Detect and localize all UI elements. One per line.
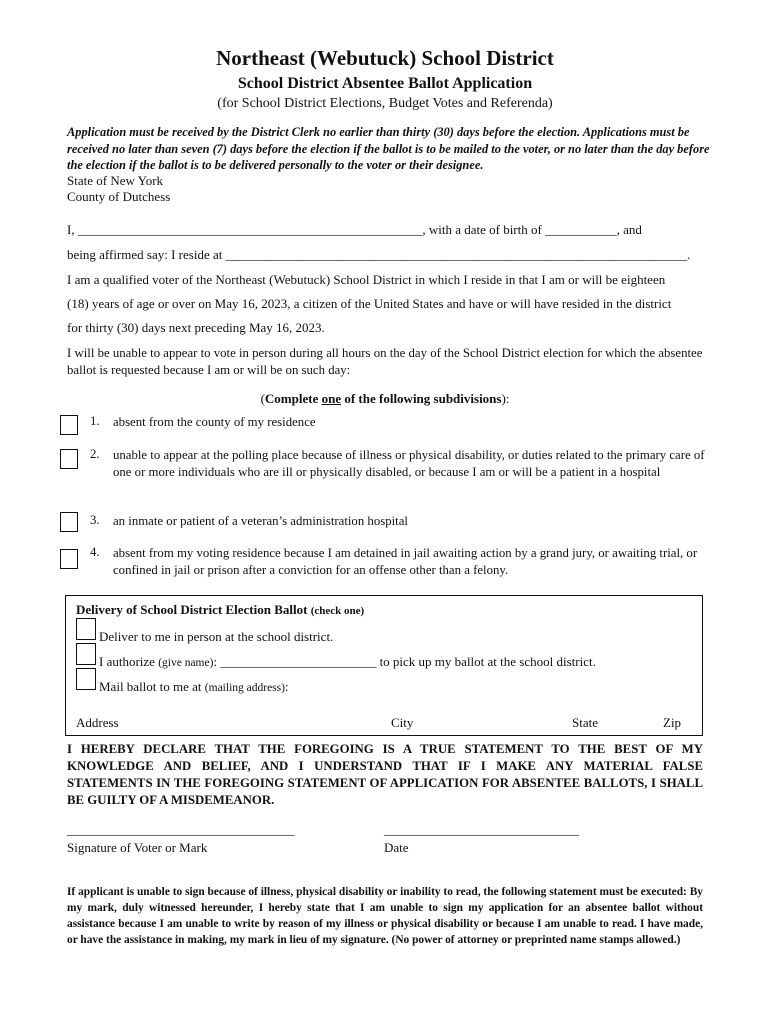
declaration-statement: I HEREBY DECLARE THAT THE FOREGOING IS A TRUE STATEMENT TO THE BEST OF MY KNOWLEDGE AND BELIEF, AND I UNDERSTAND THAT IF I MAKE ANY MATERIAL FALSE STATEMENTS IN THE FOREGOING STATEMENT OF APPLICATION FOR ABSENTEE BALLOTS, I SHALL BE GUILTY OF A MISDEMEANOR. [67, 742, 703, 807]
deliver-in-person-checkbox[interactable] [76, 618, 96, 640]
qualified-voter-line: I am a qualified voter of the Northeast (Webutuck) School District in which I reside in that I am or will be eighteen [67, 272, 666, 287]
delivery-section [65, 595, 703, 736]
form-title: School District Absentee Ballot Application [237, 75, 533, 92]
subdivisions-instruction: (Complete one of the following subdivisions): [260, 391, 510, 406]
date-label: Date [384, 840, 409, 855]
district-title: Northeast (Webutuck) School District [216, 46, 554, 70]
subdivision-2-number: 2. [90, 447, 100, 461]
authorize-pickup-label: I authorize (give name): ________________________ to pick up my ballot at the school district. [99, 654, 596, 669]
subdivision-1-number: 1. [90, 414, 100, 428]
subdivision-3-checkbox[interactable] [60, 512, 78, 532]
age-citizen-line: (18) years of age or over on May 16, 2023, a citizen of the United States and have or will have resided in the district [67, 296, 672, 311]
mark-statement: If applicant is unable to sign because of illness, physical disability or inability to read, the following statement must be executed: By my mark, duly witnessed hereunder, I hereby state that I am unable to sign my application for an absentee ballot without assistance because I am unable to write by reason of my illness or physical disability or because I am unable to read. I have made, or have the assistance in making, my mark in lieu of my signature. (No power of attorney or preprinted name stamps allowed.) [67, 886, 703, 946]
address-label: Address [76, 715, 119, 730]
subdivision-2-text: unable to appear at the polling place because of illness or physical disability, or duties related to the primary care of one or more individuals who are ill or physically disabled, or because I am or will be a patient in a hospital [113, 448, 705, 479]
deadline-notice: Application must be received by the District Clerk no earlier than thirty (30) days before the election. Applications must be received no later than seven (7) days before the election if the ballot is to be mailed to the voter, or no later than the day before the election if the ballot is to be delivered personally to the voter or their designee. [67, 125, 710, 172]
delivery-title: Delivery of School District Election Ballot (check one) [76, 602, 365, 617]
subdivision-4-checkbox[interactable] [60, 549, 78, 569]
name-dob-line: I, _____________________________________________________, with a date of birth of ___________, and [67, 222, 642, 237]
deliver-in-person-label: Deliver to me in person at the school district. [99, 629, 334, 644]
mail-ballot-label: Mail ballot to me at (mailing address): [99, 679, 289, 694]
zip-label: Zip [663, 715, 682, 730]
subdivision-3-number: 3. [90, 513, 100, 527]
date-line[interactable]: ______________________________ [384, 822, 579, 837]
authorize-pickup-checkbox[interactable] [76, 643, 96, 665]
subdivision-1-text: absent from the county of my residence [113, 415, 316, 429]
form-subtitle: (for School District Elections, Budget Votes and Referenda) [217, 96, 553, 111]
voter-signature-label: Signature of Voter or Mark [67, 840, 208, 855]
unable-statement: I will be unable to appear to vote in person during all hours on the day of the School District election for which the absentee ballot is requested because I am or will be on such day: [67, 346, 703, 377]
county-line: County of Dutchess [67, 189, 171, 204]
residency-line: for thirty (30) days next preceding May 16, 2023. [67, 320, 325, 335]
state-line: State of New York [67, 173, 164, 188]
subdivision-3-text: an inmate or patient of a veteran’s administration hospital [113, 514, 408, 528]
subdivision-2-checkbox[interactable] [60, 449, 78, 469]
city-label: City [391, 715, 414, 730]
subdivision-1-checkbox[interactable] [60, 415, 78, 435]
residence-line: being affirmed say: I reside at _______________________________________________________________________. [67, 247, 691, 262]
state-label: State [572, 715, 598, 730]
subdivision-4-text: absent from my voting residence because I am detained in jail awaiting action by a grand jury, or awaiting trial, or confined in jail or prison after a conviction for an offense other than a felony. [113, 546, 698, 577]
mail-ballot-checkbox[interactable] [76, 668, 96, 690]
subdivision-4-number: 4. [90, 545, 100, 559]
voter-signature-line[interactable]: ___________________________________ [67, 822, 295, 837]
